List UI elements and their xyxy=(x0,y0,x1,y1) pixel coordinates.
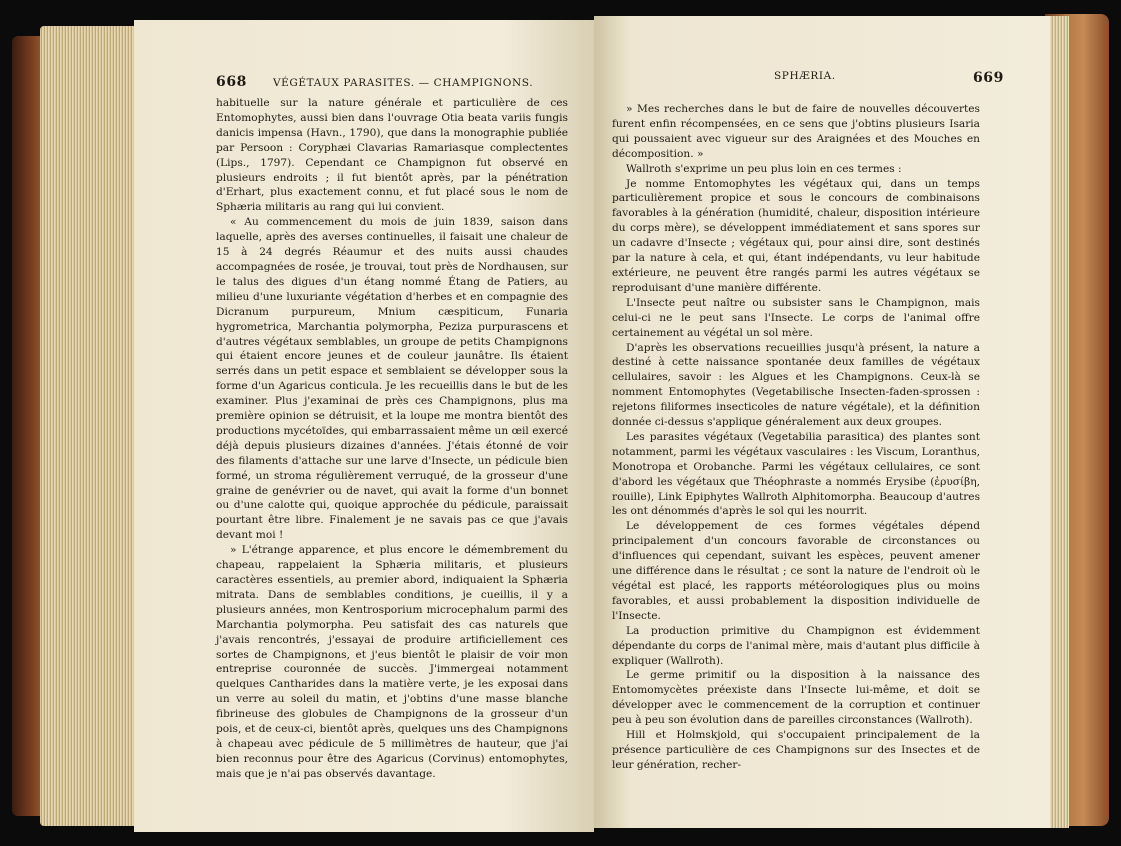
paragraph: Wallroth s'exprime un peu plus loin en ces termes : xyxy=(626,162,902,175)
paragraph: La production primitive du Champignon est évidemment dépendante du corps de l'animal mère, mais d'autant plus difficile à expliquer (Wallroth). xyxy=(612,624,980,667)
left-page-header xyxy=(216,74,533,90)
paragraph: D'après les observations recueillies jusqu'à présent, la nature a destiné à cette naissance spontanée deux familles de végétaux cellulaires, savoir : les Algues et les Champignons. Ceux-là se nomment Entomophytes (Vegetabilische Insecten-faden-sprossen : rejetons filiformes insecticoles de nature végétale), et la définition donnée ci-dessus s'applique généralement aux deux groupes. xyxy=(612,341,980,429)
left-page xyxy=(134,20,594,832)
right-page xyxy=(594,16,1050,828)
paragraph: Le germe primitif ou la disposition à la naissance des Entomomycètes préexiste dans l'Insecte lui-même, et doit se développer avec le commencement de la corruption et continuer peu à peu son évolution dans de pareilles circonstances (Wallroth). xyxy=(612,669,980,727)
paragraph: Les parasites végétaux (Vegetabilia parasitica) des plantes sont notamment, parmi les végétaux vasculaires : les Viscum, Loranthus, Monotropa et Orobanche. Parmi les végétaux cellulaires, ce sont d'abord les végétaux que Théophraste a nommés Erysibe (ἐρυσίβη, rouille), Link Epiphytes Wallroth Alphitomorpha. Beaucoup d'autres les ont dénommés d'après le sol qui les nourrit. xyxy=(612,430,980,518)
paragraph: » Mes recherches dans le but de faire de nouvelles découvertes furent enfin récompensées, en ce sens que j'obtins plusieurs Isaria qui poussaient avec vigueur sur des Araignées et des Mouches en décomposition. » xyxy=(612,103,980,160)
right-page-number: 669 xyxy=(972,70,1004,86)
right-running-head: SPHÆRIA. xyxy=(774,70,836,82)
paragraph: « Au commencement du mois de juin 1839, saison dans laquelle, après des averses continuelles, il faisait une chaleur de 15 à 24 degrés Réaumur et des nuits aussi chaudes accompagnées de rosée, je trouvai, tout près de Nordhausen, sur le talus des digues d'un étang nommé Étang de Patiers, au milieu d'une luxuriante végétation d'herbes et en compagnie des Dicranum purpureum, Mnium cæspiticum, Funaria hygrometrica, Marchantia polymorpha, Peziza purpurascens et d'autres végétaux semblables, un groupe de petits Champignons qui étaient encore jeunes et de couleur jaunâtre. Ils étaient serrés dans un petit espace et semblaient se développer sous la forme d'un Agaricus conticula. Je les recueillis dans le but de les examiner. Plus j'examinai de près ces Champignons, plus ma première opinion se détruisit, et la loupe me montra bientôt des productions mycétoïdes, qui embarrassaient même un œil exercé déjà depuis plusieurs dizaines d'années. J'étais étonné de voir des filaments d'attache sur une larve d'Insecte, un pédicule bien formé, un stroma régulièrement verruqué, de la grosseur d'une graine de genévrier ou de navet, qui avait la forme d'un bonnet ou d'une calotte qui, quoique approchée du pédicule, paraissait pourtant être libre. Finalement je ne savais pas ce que j'avais devant moi ! xyxy=(216,216,568,542)
paragraph: » L'étrange apparence, et plus encore le démembrement du chapeau, rappelaient la Sphæria militaris, et plusieurs caractères essentiels, au premier abord, indiquaient la Sphæria mitrata. Dans de semblables conditions, je cueillis, il y a plusieurs années, mon Kentrosporium microcephalum parmi des Marchantia polymorpha. Peu satisfait des cas naturels que j'avais rencontrés, j'essayai de produire artificiellement ces sortes de Champignons, et j'eus bientôt le plaisir de voir mon entreprise couronnée de succès. J'immergeai notamment quelques Cantharides dans la matière verte, je les exposai dans un verre au soleil du matin, et j'obtins d'une masse blanche fibrineuse des globules de Champignons de la grosseur d'un pois, et de ceux-ci, bientôt après, quelques uns des Champignons à chapeau avec pédicule de 5 millimètres de hauteur, que j'ai bien reconnus pour être des Agaricus (Corvinus) entomophytes, mais que je n'ai pas observés davantage. xyxy=(216,544,568,780)
open-book xyxy=(12,6,1109,840)
paragraph: habituelle sur la nature générale et particulière de ces Entomophytes, aussi bien dans l'ouvrage Otia beata variis fungis danicis impensa (Havn., 1790), que dans la monographie publiée par Persoon : Coryphæi Clavarias Ramariasque complectentes (Lips., 1797). Cependant ce Champignon fut observé en plusieurs endroits ; il fut bientôt après, par la pénétration d'Erhart, plus exactement connu, et fut placé sous le nom de Sphæria militaris au rang qui lui convient. xyxy=(216,97,568,214)
paragraph: Je nomme Entomophytes les végétaux qui, dans un temps particulièrement propice et sous le concours de combinaisons favorables à la génération (humidité, chaleur, disposition intérieure du corps mère), se développent immédiatement et sans spores sur un cadavre d'Insecte ; végétaux qui, pour ainsi dire, sont destinés par la nature à cela, et qui, étant indépendants, vu leur habitude extérieure, ne peuvent être rangés parmi les autres végétaux se reproduisant d'une manière différente. xyxy=(612,177,980,294)
paragraph: Hill et Holmskjold, qui s'occupaient principalement de la présence particulière de ces Champignons sur des Insectes et de leur génération, recher- xyxy=(612,729,980,771)
left-running-head: VÉGÉTAUX PARASITES. — CHAMPIGNONS. xyxy=(272,77,534,89)
page-edges-left xyxy=(40,26,144,826)
left-page-number: 668 xyxy=(216,74,248,90)
right-page-header xyxy=(624,70,1004,86)
right-page-body xyxy=(612,102,980,773)
left-page-body xyxy=(216,96,568,782)
paragraph: L'Insecte peut naître ou subsister sans le Champignon, mais celui-ci ne le peut sans l'Insecte. Le corps de l'animal offre certainement au végétal un sol mère. xyxy=(612,296,980,339)
paragraph: Le développement de ces formes végétales dépend principalement d'un concours favorable de circonstances ou d'influences qui cependant, suivant les espèces, peuvent amener une différence dans le résultat ; ce sont la nature de l'endroit où le végétal est placé, les rapports météorologiques plus ou moins favorables, et aussi probablement la disposition individuelle de l'Insecte. xyxy=(612,520,980,622)
